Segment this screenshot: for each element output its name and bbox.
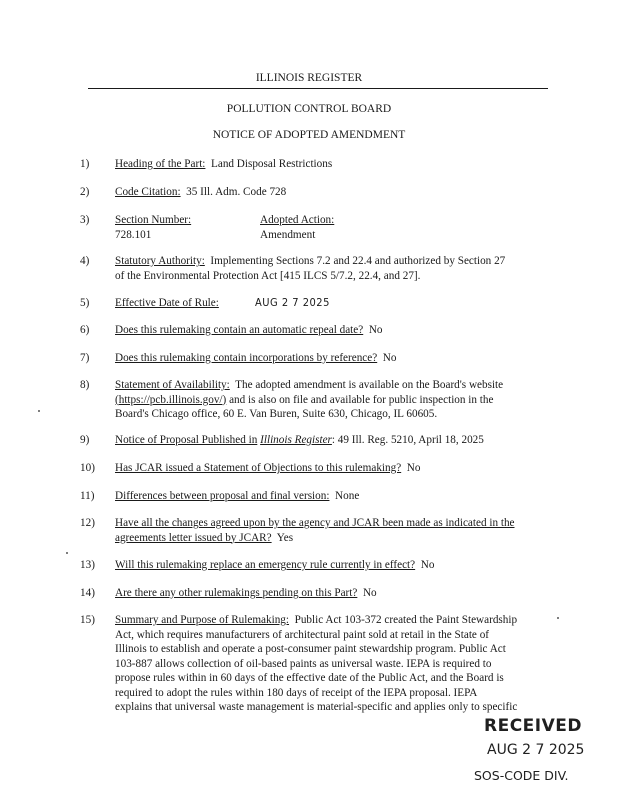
section-number-value: 728.101 [115,228,152,241]
item-value: 35 Ill. Adm. Code 728 [186,186,287,198]
item-number: 3) [80,214,90,226]
received-stamp: RECEIVED [484,716,582,736]
summary-line: required to adopt the rules within 180 days of receipt of the IEPA proposal. IEPA [115,686,478,699]
item-label: Effective Date of Rule: [115,297,219,309]
item-number: 9) [80,434,90,446]
item-value: The adopted amendment is available on the Board's website [235,379,504,391]
register-title: ILLINOIS REGISTER [255,72,363,84]
summary-line: propose rules within in 60 days of the effective date of the Public Act, and the Board is [115,672,504,684]
item-number: 4) [80,255,90,267]
item-label: Notice of Proposal Published in [115,434,258,446]
item-label: Have all the changes agreed upon by the agency and JCAR been made as indicated in the [115,517,515,529]
item-label: Has JCAR issued a Statement of Objections to this rulemaking? [115,462,402,474]
summary-line: Illinois to establish and operate a post-consumer paint stewardship program. Public Act [115,643,506,655]
item-value: Public Act 103-372 created the Paint Stewardship [294,614,518,626]
item-label: Will this rulemaking replace an emergency rule currently in effect? [115,559,416,571]
item-value: No [368,324,383,336]
item-label: Statement of Availability: [115,379,230,391]
item-label-cont: agreements letter issued by JCAR? [115,531,272,544]
agency-title: POLLUTION CONTROL BOARD [226,103,392,115]
summary-line: Act, which requires manufacturers of architectural paint sold at retail in the State of [115,628,490,641]
item-value: No [362,587,377,599]
item-label: Are there any other rulemakings pending on this Part? [115,587,358,599]
item-value-cont: of the Environmental Protection Act [415 ILCS 5/7.2, 22.4, and 27]. [115,269,421,282]
item-value: No [382,352,397,364]
item-number: 8) [80,379,90,391]
header-rule [88,88,548,89]
adopted-action-value: Amendment [260,228,316,241]
effective-date-stamp: AUG 2 7 2025 [255,296,330,309]
section-number-label: Section Number: [115,214,192,226]
item-number: 11) [80,490,95,502]
item-value: None [335,490,360,502]
item-label: Heading of the Part: [115,158,206,170]
item-value-cont: and is also on file and available for public inspection in the [229,393,494,406]
item-value: Land Disposal Restrictions [211,158,333,170]
item-value: : 49 Ill. Reg. 5210, April 18, 2025 [331,434,484,446]
item-label: Code Citation: [115,186,181,198]
item-label: Summary and Purpose of Rulemaking: [115,614,290,626]
item-value-cont: Board's Chicago office, 60 E. Van Buren, Suite 630, Chicago, IL 60605. [115,408,438,420]
received-stamp-date: AUG 2 7 2025 [487,742,585,758]
item-number: 15) [80,614,95,626]
scan-speck [66,552,68,554]
item-value: No [406,462,421,474]
item-number: 5) [80,297,90,309]
summary-line: explains that universal waste management is material-specific and applies only to specific [115,701,518,713]
item-value: No [420,559,435,571]
notice-title: NOTICE OF ADOPTED AMENDMENT [212,129,406,141]
item-number: 7) [80,352,90,364]
item-label: Statutory Authority: [115,255,205,267]
item-value: Yes [276,531,294,544]
item-label: Differences between proposal and final version: [115,490,330,502]
item-value: Implementing Sections 7.2 and 22.4 and authorized by Section 27 [210,255,506,267]
item-label: Does this rulemaking contain an automatic repeal date? [115,324,364,336]
item-number: 1) [80,158,90,170]
summary-line: 103-887 allows collection of oil-based paints as universal waste. IEPA is required to [115,657,492,670]
scan-speck [38,410,40,412]
website-link[interactable]: (https://pcb.illinois.gov/) [115,393,227,406]
item-number: 14) [80,587,95,599]
adopted-action-label: Adopted Action: [260,214,335,226]
item-number: 10) [80,462,95,474]
scan-speck [557,617,559,619]
item-number: 12) [80,517,95,529]
item-label-publication: Illinois Register [260,434,332,446]
item-number: 2) [80,186,90,198]
item-number: 13) [80,559,95,571]
item-label: Does this rulemaking contain incorporations by reference? [115,352,378,364]
received-stamp-office: SOS-CODE DIV. [474,768,569,783]
item-number: 6) [80,324,90,336]
